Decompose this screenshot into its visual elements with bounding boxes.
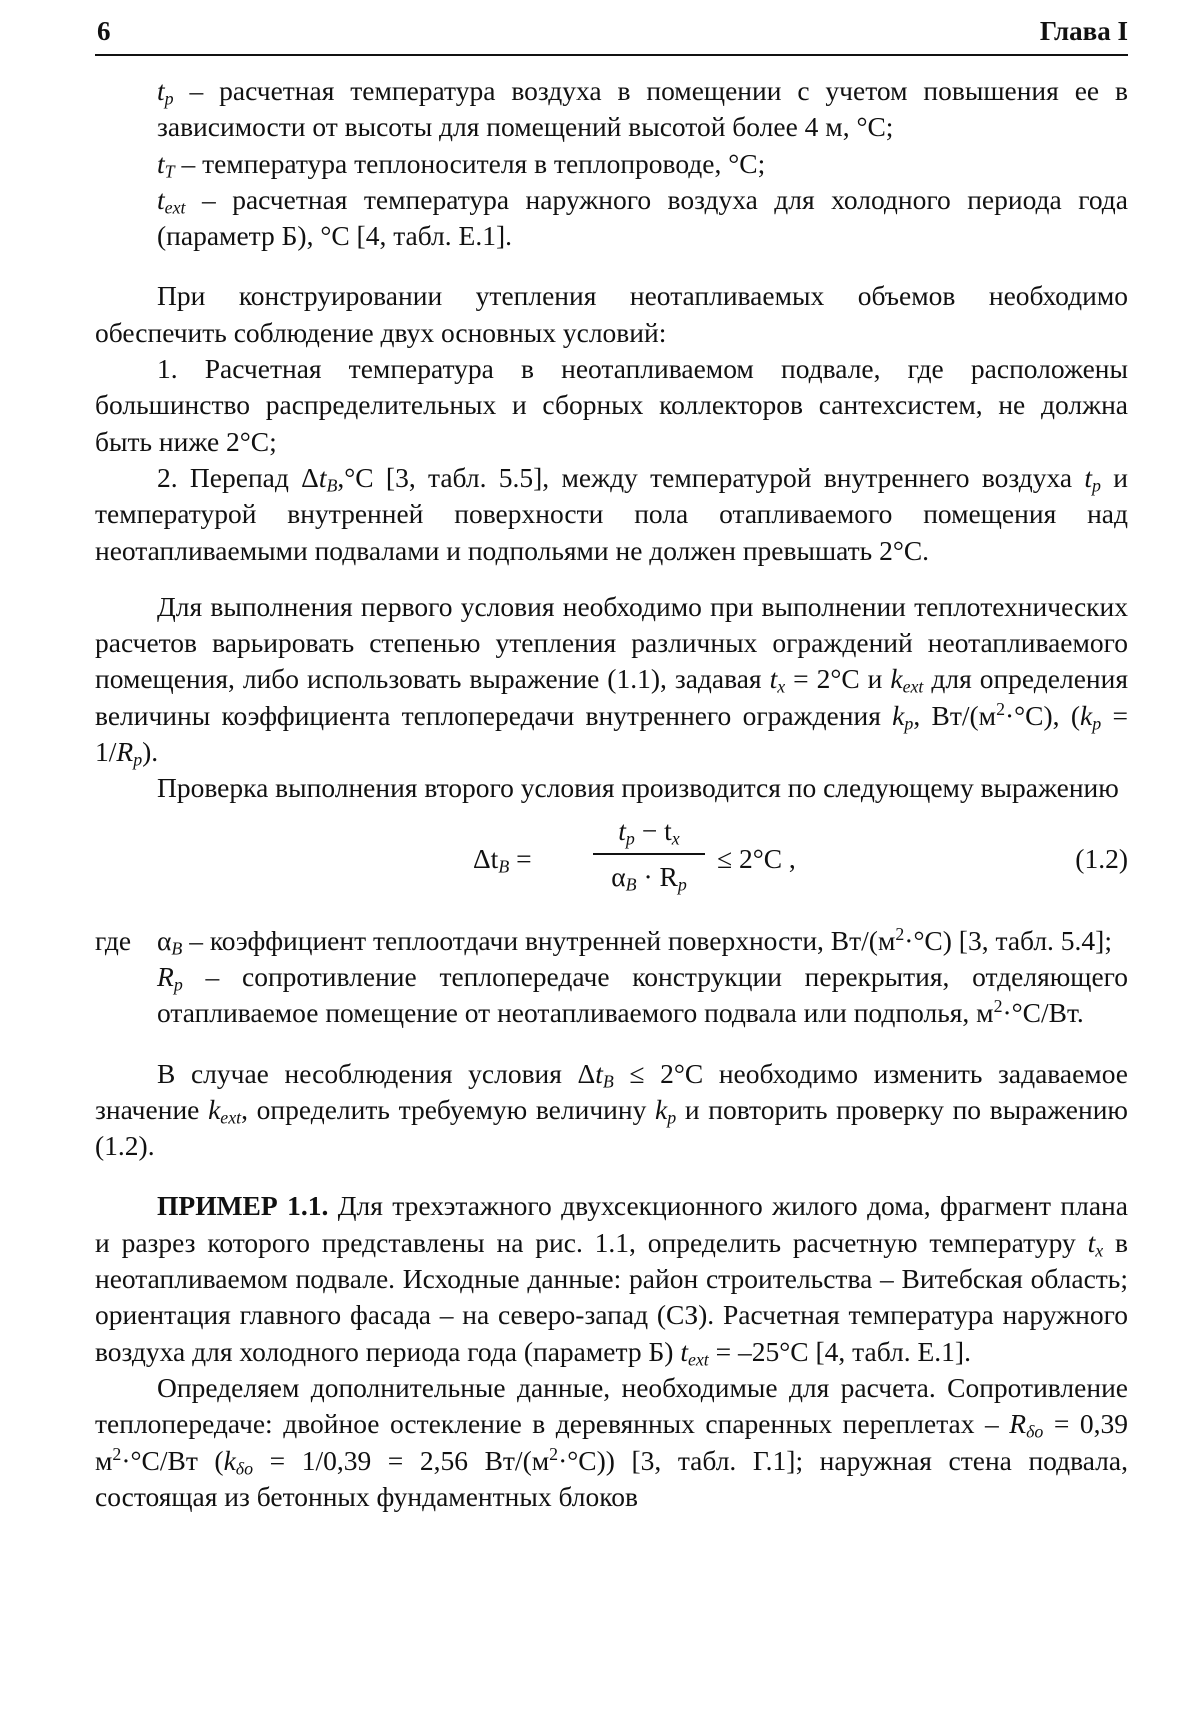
formula-fraction (593, 811, 705, 897)
definition-text: $t_{ext}$ – расчетная температура наружного воздуха для холодного периода года (параметр Б), °С [4, табл. Е.1]. (157, 183, 1128, 252)
paragraph-second-condition: Проверка выполнения второго условия производится по следующему выражению (157, 772, 1119, 804)
condition-1: 1. Расчетная температура в неотапливаемом подвале, где расположены большинство распределительных и сборных коллекторов сантехсистем, не должна быть ниже 2°С; (95, 353, 1128, 457)
chapter-title: Глава I (1039, 16, 1128, 46)
definition-tp: $t_p$ – расчетная температура воздуха в помещении с учетом повышения ее в зависимости от высоты для помещений высотой более 4 м, °С; (157, 75, 1128, 143)
fraction-bar (593, 853, 705, 855)
example-paragraph: ПРИМЕР 1.1. Для трехэтажного двухсекционного жилого дома, фрагмент плана и разрез которого представлены на рис. 1.1, определить расчетную температуру $t_x$ в неотапливаемом подвале. Исходные данные: район строительства – Витебская область; ориентация главного фасада – на северо-запад (СЗ). Расчетная температура наружного воздуха для холодного периода года (параметр Б) $t_{ext} = -25^\circ С$ [4, табл. Е.1]. (95, 1190, 1128, 1370)
definition-tt: $t_T$ – температура теплоносителя в теплопроводе, °С; (157, 147, 766, 182)
paragraph-additional-data: Определяем дополнительные данные, необходимые для расчета. Сопротивление теплопередаче: двойное остекление в деревянных спаренных переплетах – $R_{\delta o} = 0,39$ $м^2\cdot^\circ С/Вт$ ($k_{\delta o} = 1/0,39 = 2,56$ $Вт/(м^2\cdot^\circ С)$) [3, табл. Г.1]; наружная стена подвала, состоящая из бетонных фундаментных блоков (95, 1371, 1128, 1512)
example-label: ПРИМЕР 1.1. (157, 1190, 329, 1222)
condition-2: 2. Перепад $\Delta t_B,^\circ С$ [3, табл. 5.5], между температурой внутреннего воздуха $t_p$ и температурой внутренней поверхности пола отапливаемого помещения над неотапливаемыми подвалами и подпольями не должен превышать 2°С. (95, 461, 1128, 566)
definition-alpha: $\alpha_B$ – коэффициент теплоотдачи внутренней поверхности, $Вт/(м^2\cdot^\circ С)$ [3, табл. 5.4]; (157, 923, 1112, 959)
fraction-denominator: $\alpha_B \cdot R_p$ (611, 860, 687, 895)
definition-rp: $R_p$ – сопротивление теплопередаче конструкции перекрытия, отделяющего отапливаемое помещение от неотапливаемого подвала или подполья, $м^2\cdot^\circ С/Вт$. (157, 960, 1128, 1029)
formula-rhs: ≤ 2°С , (717, 842, 796, 874)
formula-lhs: $\Delta t_B$ = (473, 842, 532, 877)
equation-number: (1.2) (1075, 842, 1128, 874)
where-label: где (95, 924, 132, 956)
formula-1-2 (95, 811, 1128, 911)
fraction-numerator: $t_p - t_x$ (618, 814, 680, 849)
where-definitions (95, 923, 1128, 1032)
page-body (95, 73, 1128, 1515)
page-number: 6 (97, 16, 111, 46)
running-header (95, 14, 1128, 56)
paragraph-first-condition: Для выполнения первого условия необходимо при выполнении теплотехнических расчетов варьировать степенью утепления различных ограждений неотапливаемого помещения, либо использовать выражение (1.1), задавая $t_x = 2^\circ С$ и $k_{ext}$ для определения величины коэффициента теплопередачи внутреннего ограждения $k_p$, $Вт/(м^2\cdot^\circ С)$, $(k_p = 1/R_p)$. (95, 590, 1128, 770)
paragraph-case: В случае несоблюдения условия $\Delta t_B \le 2^\circ С$ необходимо изменить задаваемое значение $k_{ext}$, определить требуемую величину $k_p$ и повторить проверку по выражению (1.2). (95, 1057, 1129, 1162)
paragraph-conditions: При конструировании утепления неотапливаемых объемов необходимо обеспечить соблюдение двух основных условий: (95, 280, 1128, 348)
